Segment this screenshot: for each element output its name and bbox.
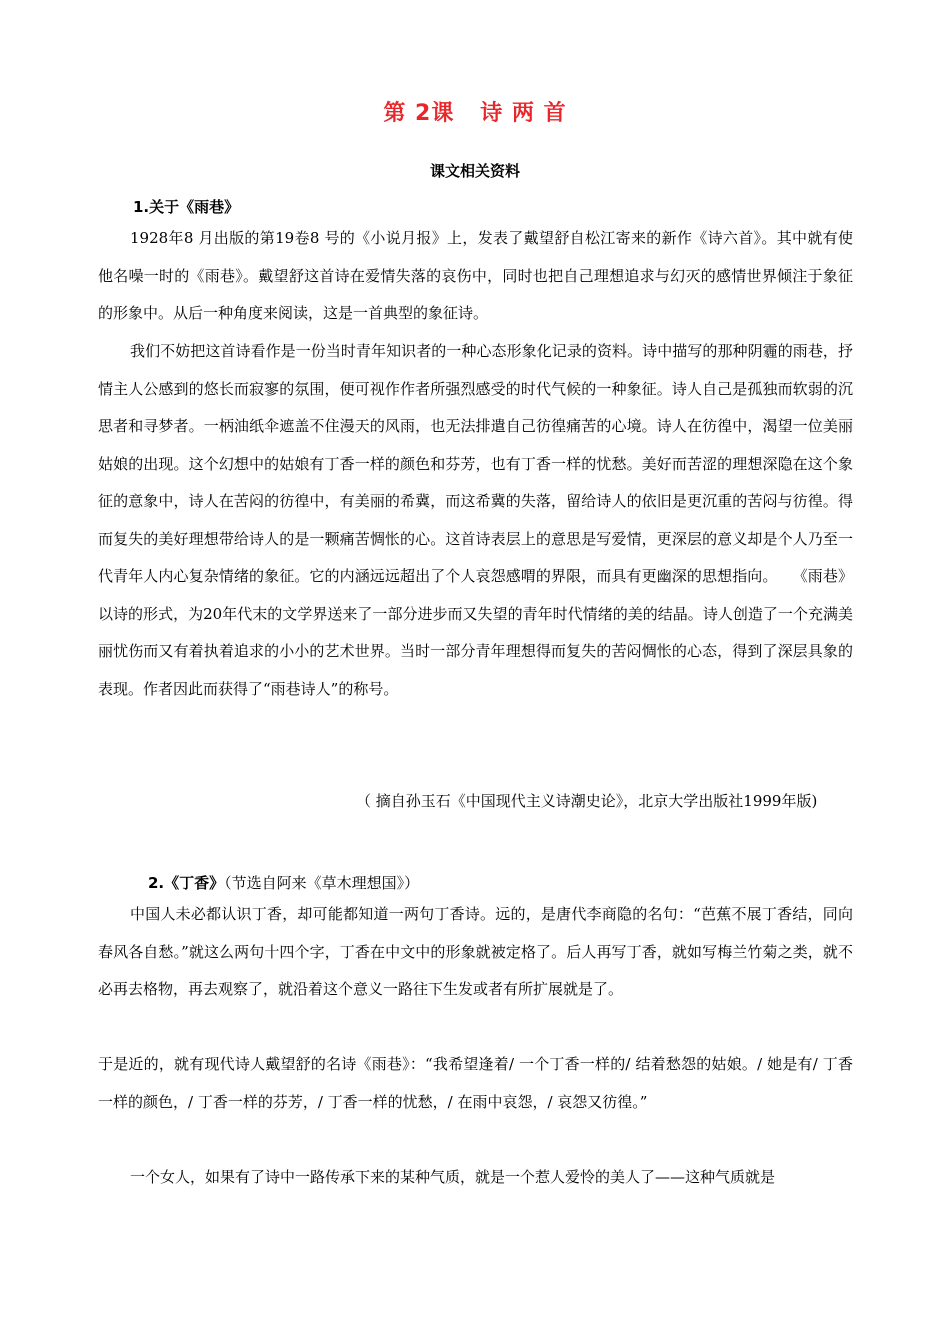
section2-heading-title: 2.《丁香》 [148,874,225,892]
section2-heading [148,872,419,893]
section2-heading-note: （节选自阿来《草木理想国》） [224,874,420,892]
page-subtitle: 课文相关资料 [429,162,520,180]
section2-paragraph-1: 中国人未必都认识丁香，却可能都知道一两句丁香诗。远的，是唐代李商隐的名句：“芭蕉不展丁香结，同向春风各自愁。”就这么两句十四个字，丁香在中文中的形象就被定格了。后人再写丁香，就如写梅兰竹菊之类，就不必再去格物，再去观察了，就沿着这个意义一路往下生发或者有所扩展就是了。 [98,905,853,998]
section2-paragraph-2: 于是近的，就有现代诗人戴望舒的名诗《雨巷》：“我希望逢着/ 一个丁香一样的/ 结着愁怨的姑娘。/ 她是有/ 丁香一样的颜色，/ 丁香一样的芬芳，/ 丁香一样的忧愁，/ 在雨中哀怨，/ 哀怨又彷徨。” [98,1055,853,1111]
section1-source: （ 摘自孙玉石《中国现代主义诗潮史论》，北京大学出版社1999年版) [356,792,818,810]
section2-paragraph-3: 一个女人，如果有了诗中一路传承下来的某种气质，就是一个惹人爱怜的美人了——这种气质就是 [130,1168,776,1186]
section1-paragraph-2: 我们不妨把这首诗看作是一份当时青年知识者的一种心态形象化记录的资料。诗中描写的那种阴霾的雨巷，抒情主人公感到的悠长而寂寥的氛围，便可视作作者所强烈感受的时代气候的一种象征。诗人自己是孤独而软弱的沉思者和寻梦者。一柄油纸伞遮盖不住漫天的风雨，也无法排遣自己彷徨痛苦的心境。诗人在彷徨中，渴望一位美丽姑娘的出现。这个幻想中的姑娘有丁香一样的颜色和芬芳，也有丁香一样的忧愁。美好而苦涩的理想深隐在这个象征的意象中，诗人在苦闷的彷徨中，有美丽的希冀，而这希冀的失落，留给诗人的依旧是更沉重的苦闷与彷徨。得而复失的美好理想带给诗人的是一颗痛苦惆怅的心。这首诗表层上的意思是写爱情，更深层的意义却是个人乃至一代青年人内心复杂情绪的象征。它的内涵远远超出了个人哀怨感喟的界限，而具有更幽深的思想指向。 《雨巷》以诗的形式，为20年代末的文学界送来了一部分进步而又失望的青年时代情绪的美的结晶。诗人创造了一个充满美丽忧伤而又有着执着追求的小小的艺术世界。当时一部分青年理想得而复失的苦闷惆怅的心态，得到了深层具象的表现。作者因此而获得了“雨巷诗人”的称号。 [98,342,853,698]
page-title: 第 2课 诗 两 首 [383,101,567,126]
section1-heading: 1.关于《雨巷》 [133,198,240,216]
section1-paragraph-1: 1928年8 月出版的第19卷8 号的《小说月报》上，发表了戴望舒自松江寄来的新作《诗六首》。其中就有使他名噪一时的《雨巷》。戴望舒这首诗在爱情失落的哀伤中，同时也把自己理想追求与幻灭的感情世界倾注于象征的形象中。从后一种角度来阅读，这是一首典型的象征诗。 [98,229,853,322]
